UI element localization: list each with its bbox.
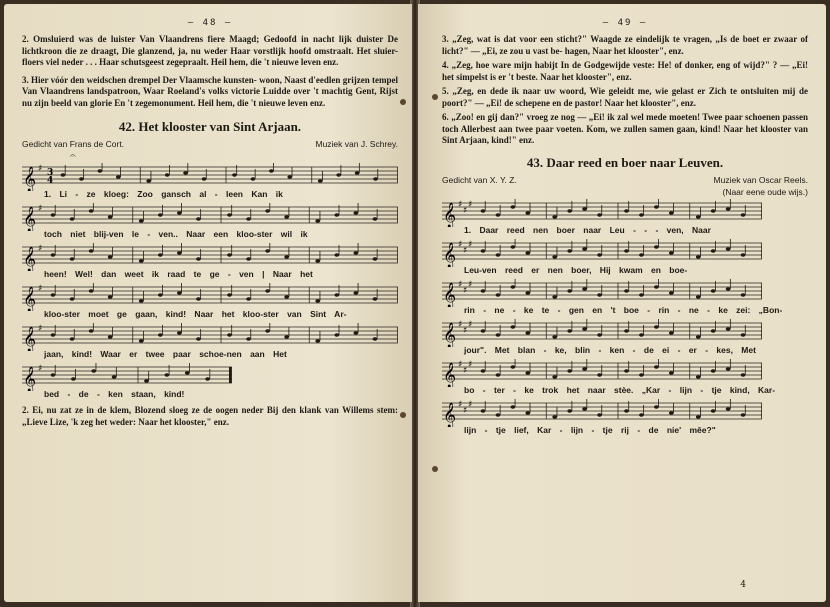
note-head — [196, 297, 201, 300]
note-head — [318, 179, 323, 182]
final-bar-line — [229, 367, 232, 383]
binding-hole — [432, 94, 438, 100]
note-head — [624, 249, 629, 252]
note-head — [70, 337, 75, 340]
music-staff — [22, 363, 232, 391]
treble-clef-icon: 𝄞 — [443, 282, 457, 307]
note-head — [582, 407, 587, 410]
note-head — [624, 209, 629, 212]
note-head — [741, 253, 746, 256]
note-head — [726, 247, 731, 250]
song-title: 43. Daar reed en boer naar Leuven. — [526, 154, 724, 170]
left-page — [4, 4, 412, 602]
sharp-icon: ♯ — [468, 319, 473, 330]
sharp-icon: ♯ — [468, 279, 473, 290]
note-head — [654, 325, 659, 328]
note-head — [552, 255, 557, 258]
note-head — [79, 177, 84, 180]
note-head — [496, 373, 501, 376]
note-head — [265, 289, 270, 292]
note-head — [525, 291, 530, 294]
sharp-icon: ♯ — [463, 285, 468, 296]
note-head — [315, 259, 320, 262]
note-head — [496, 293, 501, 296]
note-head — [284, 215, 289, 218]
note-head — [353, 331, 358, 334]
lyric-line: 1. Li - ze kloeg: Zoo gansch al - leen Kan ik — [44, 189, 283, 199]
time-signature: 3 — [47, 168, 54, 178]
poem-credit: Gedicht van X. Y. Z. — [442, 174, 517, 185]
note-head — [711, 289, 716, 292]
note-head — [741, 413, 746, 416]
sharp-icon: ♯ — [458, 199, 463, 210]
note-head — [669, 331, 674, 334]
binding-hole — [400, 99, 406, 105]
note-head — [70, 297, 75, 300]
note-head — [525, 331, 530, 334]
sharp-icon: ♯ — [38, 164, 43, 174]
sharp-icon: ♯ — [468, 199, 473, 210]
note-head — [726, 367, 731, 370]
lyric-line: jaan, kind! Waar er twee paar schoe-nen aan Het — [44, 349, 287, 359]
page-number: — 48 — — [187, 18, 233, 28]
sharp-icon: ♯ — [38, 244, 43, 254]
note-head — [51, 213, 56, 216]
note-head — [525, 251, 530, 254]
note-head — [265, 249, 270, 252]
note-head — [373, 177, 378, 180]
music-system — [442, 199, 808, 235]
note-head — [481, 369, 486, 372]
lyric-line: bed - de - ken staan, kind! — [44, 389, 185, 399]
note-head — [552, 415, 557, 418]
note-head — [251, 177, 256, 180]
note-head — [196, 257, 201, 260]
note-head — [108, 295, 113, 298]
note-head — [227, 213, 232, 216]
note-head — [334, 253, 339, 256]
treble-clef-icon: 𝄞 — [23, 367, 37, 391]
note-head — [597, 413, 602, 416]
note-head — [481, 289, 486, 292]
song-verse-5: 5. „Zeg, en dede ik naar uw woord, Wie geleidt me, wie gelast er Zich te ontsluiten mij de poort?" — „Ei! de schepene en de pastor! Naar het klooster", enz. — [442, 86, 808, 108]
note-head — [639, 373, 644, 376]
note-head — [639, 213, 644, 216]
note-head — [510, 245, 515, 248]
note-head — [353, 251, 358, 254]
note-head — [567, 249, 572, 252]
note-head — [654, 405, 659, 408]
treble-clef-icon: 𝄞 — [443, 202, 457, 227]
note-head — [726, 407, 731, 410]
note-head — [654, 245, 659, 248]
note-head — [741, 333, 746, 336]
note-head — [582, 247, 587, 250]
note-head — [146, 179, 151, 182]
music-staff — [442, 279, 762, 307]
note-head — [51, 253, 56, 256]
note-head — [334, 293, 339, 296]
note-head — [139, 339, 144, 342]
note-head — [139, 299, 144, 302]
note-head — [696, 255, 701, 258]
note-head — [711, 249, 716, 252]
note-head — [696, 215, 701, 218]
note-head — [139, 219, 144, 222]
note-head — [726, 207, 731, 210]
note-head — [741, 213, 746, 216]
note-head — [496, 413, 501, 416]
note-head — [510, 205, 515, 208]
treble-clef-icon: 𝄞 — [443, 242, 457, 267]
music-system — [442, 279, 808, 315]
note-head — [597, 213, 602, 216]
note-head — [639, 253, 644, 256]
note-head — [265, 209, 270, 212]
note-head — [624, 289, 629, 292]
note-head — [70, 217, 75, 220]
note-head — [185, 371, 190, 374]
music-staff — [22, 243, 398, 271]
music-staff — [442, 239, 762, 267]
music-system — [442, 319, 808, 355]
note-head — [567, 409, 572, 412]
note-head — [510, 405, 515, 408]
note-head — [158, 333, 163, 336]
note-head — [315, 219, 320, 222]
note-head — [284, 255, 289, 258]
note-head — [525, 211, 530, 214]
note-head — [71, 377, 76, 380]
music-system — [442, 359, 808, 395]
note-head — [116, 175, 121, 178]
treble-clef-icon: 𝄞 — [443, 402, 457, 427]
note-head — [582, 287, 587, 290]
note-head — [177, 211, 182, 214]
note-head — [89, 289, 94, 292]
note-head — [353, 211, 358, 214]
note-head — [108, 255, 113, 258]
note-head — [373, 297, 378, 300]
treble-clef-icon: 𝄞 — [23, 287, 37, 311]
poem-credit: Gedicht van Frans de Cort. — [22, 139, 125, 149]
note-head — [373, 257, 378, 260]
note-head — [567, 209, 572, 212]
note-head — [70, 257, 75, 260]
note-head — [696, 415, 701, 418]
sharp-icon: ♯ — [463, 245, 468, 256]
note-head — [334, 213, 339, 216]
note-head — [639, 293, 644, 296]
note-head — [597, 253, 602, 256]
music-staff — [22, 163, 398, 191]
note-head — [373, 337, 378, 340]
note-head — [336, 173, 341, 176]
note-head — [510, 325, 515, 328]
note-head — [89, 329, 94, 332]
note-head — [51, 373, 56, 376]
anthem-verse-3: 3. Hier vóór den weidschen drempel Der Vlaamsche kunsten- woon, Naast d'eedlen grijzen tempel Van Vlaandrens landspatroon, Waar Roeland's volks victorie Luidde over 't machtig Gent, Rijst nu zijn beeld van glorie En 't zegemonument. Heil hem, die 't nieuwe leven enz. — [22, 74, 398, 108]
note-head — [669, 251, 674, 254]
music-system — [22, 203, 398, 239]
fermata-icon: 𝄐 — [70, 151, 76, 162]
page-footer-mark: 4 — [740, 580, 746, 590]
binding-hole — [400, 412, 406, 418]
note-head — [284, 335, 289, 338]
song-verse-3: 3. „Zeg, wat is dat voor een sticht?" Waagde ze eindelijk te vragen, „Is de boet er zwaar of licht?" — „Ei, ze zou u vast be- hagen, Naar het klooster", enz. — [442, 34, 808, 56]
note-head — [654, 205, 659, 208]
treble-clef-icon: 𝄞 — [23, 327, 37, 351]
note-head — [196, 337, 201, 340]
note-head — [177, 251, 182, 254]
note-head — [597, 373, 602, 376]
note-head — [639, 333, 644, 336]
lyric-line: kloo-ster moet ge gaan, kind! Naar het kloo-ster van Sint Ar- — [44, 309, 347, 319]
note-head — [567, 329, 572, 332]
right-page — [418, 4, 826, 602]
note-head — [269, 169, 274, 172]
note-head — [582, 207, 587, 210]
music-system — [22, 323, 398, 359]
note-head — [315, 299, 320, 302]
note-head — [525, 411, 530, 414]
song-credits — [22, 139, 398, 149]
music-system — [442, 239, 808, 275]
note-head — [582, 367, 587, 370]
lyric-line: jour". Met blan - ke, blin - ken - de ei - er - kes, Met — [464, 344, 756, 355]
note-head — [51, 333, 56, 336]
treble-clef-icon: 𝄞 — [443, 362, 457, 387]
note-head — [139, 259, 144, 262]
note-head — [510, 285, 515, 288]
sharp-icon: ♯ — [458, 279, 463, 290]
note-head — [654, 365, 659, 368]
note-head — [202, 177, 207, 180]
sharp-icon: ♯ — [458, 239, 463, 250]
note-head — [711, 369, 716, 372]
note-head — [624, 369, 629, 372]
note-head — [158, 213, 163, 216]
note-head — [597, 333, 602, 336]
note-head — [552, 335, 557, 338]
note-head — [696, 295, 701, 298]
song-title: 42. Het klooster van Sint Arjaan. — [118, 119, 302, 134]
treble-clef-icon: 𝄞 — [23, 247, 37, 271]
sharp-icon: ♯ — [38, 324, 43, 334]
lyric-line: lijn - tje lief, Kar - lijn - tje rij - de nie' mêe?" — [464, 424, 716, 435]
note-head — [287, 175, 292, 178]
treble-clef-icon: 𝄞 — [443, 322, 457, 347]
note-head — [89, 249, 94, 252]
note-head — [227, 333, 232, 336]
note-head — [496, 213, 501, 216]
note-head — [669, 291, 674, 294]
sharp-icon: ♯ — [463, 205, 468, 216]
note-head — [177, 331, 182, 334]
lyric-line: 1. Daar reed nen boer naar Leu - - - ven, Naar — [464, 224, 711, 235]
sharp-icon: ♯ — [458, 359, 463, 370]
note-head — [496, 333, 501, 336]
sharp-icon: ♯ — [468, 399, 473, 410]
note-head — [481, 329, 486, 332]
melody-source: (Naar eene oude wijs.) — [722, 186, 808, 197]
note-head — [227, 293, 232, 296]
lyric-line: bo - ter - ke trok het naar stèe. „Kar - lijn - tje kind, Kar- — [464, 384, 776, 395]
note-head — [61, 173, 66, 176]
note-head — [246, 297, 251, 300]
note-head — [552, 215, 557, 218]
music-staff — [442, 319, 762, 347]
music-staff — [442, 359, 762, 387]
note-head — [624, 329, 629, 332]
note-head — [711, 329, 716, 332]
note-head — [481, 409, 486, 412]
note-head — [232, 173, 237, 176]
music-staff — [442, 399, 762, 427]
note-head — [164, 373, 169, 376]
note-head — [246, 257, 251, 260]
page-number: — 49 — — [602, 18, 648, 28]
note-head — [741, 293, 746, 296]
note-head — [639, 413, 644, 416]
note-head — [696, 375, 701, 378]
music-system — [442, 399, 808, 435]
note-head — [315, 339, 320, 342]
music-staff — [442, 199, 762, 227]
note-head — [158, 293, 163, 296]
note-head — [108, 335, 113, 338]
note-head — [144, 379, 149, 382]
song-credits — [442, 175, 808, 185]
note-head — [669, 211, 674, 214]
note-head — [165, 173, 170, 176]
note-head — [481, 209, 486, 212]
song-verse-4: 4. „Zeg, hoe ware mijn habijt In de Godgewijde veste: He! of donker, eng of wijd?" ? — „Ei! het simpelst is er 't beste. Naar het klooster", enz. — [442, 60, 808, 82]
sharp-icon: ♯ — [468, 359, 473, 370]
lyric-line: heen! Wel! dan weet ik raad te ge - ven | Naar het — [44, 269, 313, 279]
note-head — [624, 409, 629, 412]
note-head — [177, 291, 182, 294]
note-head — [741, 373, 746, 376]
music-staff — [22, 283, 398, 311]
note-head — [669, 371, 674, 374]
note-head — [510, 365, 515, 368]
music-system — [22, 283, 398, 319]
sharp-icon: ♯ — [463, 325, 468, 336]
note-head — [669, 411, 674, 414]
note-head — [91, 369, 96, 372]
music-system — [22, 363, 398, 399]
note-head — [97, 169, 102, 172]
note-head — [597, 293, 602, 296]
sharp-icon: ♯ — [458, 319, 463, 330]
sharp-icon: ♯ — [463, 405, 468, 416]
note-head — [158, 253, 163, 256]
note-head — [246, 337, 251, 340]
note-head — [227, 253, 232, 256]
lyric-line: Leu-ven reed er nen boer, Hij kwam en boe- — [464, 264, 688, 275]
note-head — [353, 291, 358, 294]
song-verse-6: 6. „Zoo! en gij dan?" vroeg ze nog — „Ei! ik zal wel mede moeten! Twee paar schoenen passen toch Allerbest aan twee paar voeten. Kom, we zullen samen gaan, kind! Naar het klooster van Sint Arjaan, kind!" enz. — [442, 112, 808, 145]
time-signature: 4 — [47, 176, 54, 186]
music-staff — [22, 323, 398, 351]
sharp-icon: ♯ — [458, 399, 463, 410]
note-head — [696, 335, 701, 338]
note-head — [496, 253, 501, 256]
anthem-verse-2: 2. Omsluierd was de luister Van Vlaandrens fiere Maagd; Gedoofd in nacht lijk duister De lichtkroon die ze draagt, Die glanzend, ja, nu weder Haar vorstlijk hoofd omstraalt. Het sluier- floers viel neder . . . Haar schutsgeest zegepraalt. Heil hem, die 't nieuwe leven enz. — [22, 34, 398, 67]
sharp-icon: ♯ — [38, 204, 43, 214]
note-head — [552, 375, 557, 378]
note-head — [373, 217, 378, 220]
note-head — [355, 171, 360, 174]
song-verse-2: 2. Ei, nu zat ze in de klem, Blozend sloeg ze de oogen neder Bij den klank van Willems stem: „Lieve Lize, 'k zeg het weder: Naar het klooster," enz. — [22, 405, 398, 427]
note-head — [726, 327, 731, 330]
note-head — [582, 327, 587, 330]
note-head — [108, 215, 113, 218]
note-head — [265, 329, 270, 332]
note-head — [334, 333, 339, 336]
music-credit: Muziek van Oscar Reels. — [713, 174, 808, 185]
note-head — [246, 217, 251, 220]
music-credit: Muziek van J. Schrey. — [315, 139, 398, 149]
note-head — [567, 289, 572, 292]
music-system — [22, 243, 398, 279]
music-staff — [22, 203, 398, 231]
note-head — [112, 375, 117, 378]
note-head — [183, 171, 188, 174]
sharp-icon: ♯ — [463, 365, 468, 376]
treble-clef-icon: 𝄞 — [23, 167, 37, 191]
note-head — [552, 295, 557, 298]
lyric-line: toch niet blij-ven le - ven.. Naar een kloo-ster wil ik — [44, 229, 308, 239]
note-head — [196, 217, 201, 220]
sharp-icon: ♯ — [38, 364, 43, 374]
note-head — [525, 371, 530, 374]
note-head — [481, 249, 486, 252]
note-head — [284, 295, 289, 298]
note-head — [567, 369, 572, 372]
note-head — [711, 409, 716, 412]
note-head — [726, 287, 731, 290]
note-head — [89, 209, 94, 212]
note-head — [51, 293, 56, 296]
note-head — [654, 285, 659, 288]
sharp-icon: ♯ — [38, 284, 43, 294]
lyric-line: rin - ne - ke te - gen en 't boe - rin - ne - ke zei: „Bon- — [464, 304, 783, 315]
music-system — [22, 151, 398, 199]
sharp-icon: ♯ — [468, 239, 473, 250]
treble-clef-icon: 𝄞 — [23, 207, 37, 231]
binding-hole — [432, 466, 438, 472]
note-head — [205, 377, 210, 380]
note-head — [711, 209, 716, 212]
